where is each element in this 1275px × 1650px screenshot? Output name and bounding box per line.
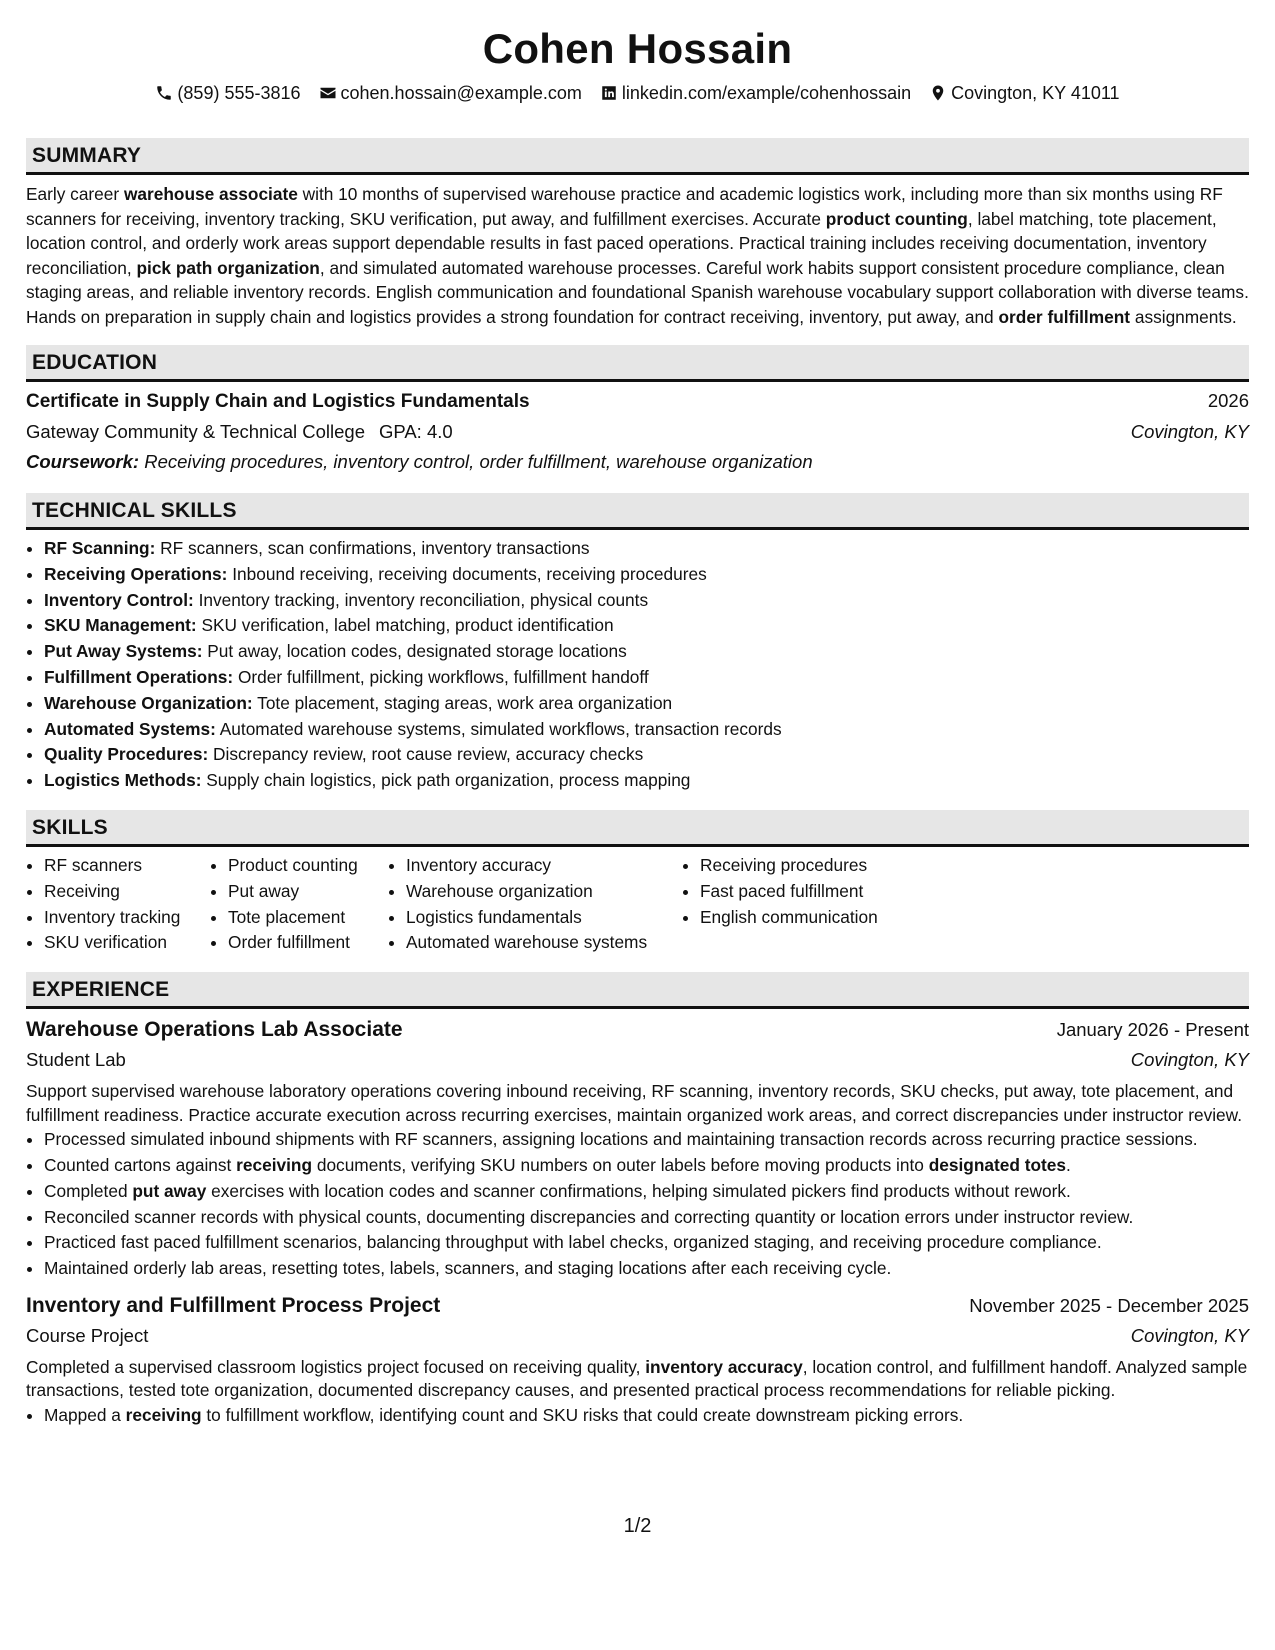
job-subheader [26, 1321, 1249, 1351]
tech-skill-label: Quality Procedures: [44, 744, 209, 765]
tech-skill-text: Inventory tracking, inventory reconciliation, physical counts [193, 589, 649, 610]
phone-icon [155, 84, 173, 102]
summary-text [26, 182, 1249, 329]
skills-column-2 [210, 853, 388, 956]
tech-skill-text: SKU verification, label matching, product identification [196, 615, 614, 636]
contact-email[interactable] [319, 80, 582, 106]
skill-item: • RF scanners [44, 853, 210, 879]
tech-skill-item [44, 639, 1249, 665]
experience-heading: EXPERIENCE [26, 972, 1249, 1009]
tech-skill-item [44, 562, 1249, 588]
education-row-2 [26, 417, 1249, 447]
emphasis-text: warehouse associate [123, 184, 298, 204]
tech-skill-label: Automated Systems: [44, 718, 216, 739]
job-entry [26, 1287, 1249, 1428]
degree-title: Certificate in Supply Chain and Logistics Fundamentals [26, 391, 530, 412]
tech-skill-text: Supply chain logistics, pick path organization, process mapping [201, 770, 691, 791]
text-segment: Counted cartons against [44, 1154, 237, 1175]
experience-section [26, 972, 1249, 1427]
contact-location [929, 80, 1119, 106]
tech-skill-label: Logistics Methods: [44, 770, 202, 791]
contact-bar [26, 80, 1249, 106]
text-segment: , location control, and fulfillment handoff. Analyzed sample transactions, tested tote organization, documented discrepancy causes, and presented practical process recommendations for reliable picking. [26, 1356, 1248, 1401]
text-segment: with 10 months of supervised warehouse practice and academic logistics work, including more than six months using RF scanners for receiving, inventory tracking, SKU verification, put away, and fulfillment exercises. Accurate [26, 184, 1223, 229]
text-segment: Early career [26, 184, 124, 204]
tech-skill-label: Fulfillment Operations: [44, 666, 234, 687]
job-bullet [44, 1179, 1249, 1204]
skill-item: • Tote placement [228, 905, 388, 931]
job-org: Course Project [26, 1324, 149, 1346]
job-bullet [44, 1403, 1249, 1428]
text-segment: , and simulated automated warehouse processes. Careful work habits support consistent procedure compliance, clean staging areas, and reliable inventory records. English communication and foundational Spanish warehouse vocabulary support collaboration with diverse teams. Hands on preparation in supply chain and logistics provides a strong foundation for contract receiving, inventory, put away, and [26, 257, 1249, 327]
tech-skill-label: Receiving Operations: [44, 563, 228, 584]
skill-item: • Put away [228, 879, 388, 905]
skill-item: • Receiving procedures [700, 853, 940, 879]
candidate-name: Cohen Hossain [482, 25, 793, 72]
skill-item: • English communication [700, 905, 940, 931]
job-title: Inventory and Fulfillment Process Project [26, 1293, 441, 1317]
skills-column-3 [388, 853, 682, 956]
tech-skill-item [44, 665, 1249, 691]
text-segment: Completed a supervised classroom logistics project focused on receiving quality, [26, 1356, 646, 1377]
graduation-year: 2026 [1207, 390, 1249, 411]
text-segment: Maintained orderly lab areas, resetting totes, labels, scanners, and staging locations after each receiving cycle. [44, 1258, 892, 1279]
tech-skill-label: RF Scanning: [44, 538, 156, 558]
text-segment: , label matching, tote placement, location control, and orderly work areas support dependable results in fast paced operations. Practical training includes receiving documentation, inventory reconciliation, [26, 208, 1217, 278]
text-segment: . [1066, 1154, 1071, 1175]
emphasis-text: order fulfillment [998, 306, 1131, 327]
tech-skill-item [44, 613, 1249, 639]
job-bullet [44, 1153, 1249, 1178]
job-bullets [26, 1403, 1249, 1428]
job-header [26, 1011, 1249, 1045]
text-segment: Support supervised warehouse laboratory operations covering inbound receiving, RF scanning, inventory records, SKU checks, put away, tote placement, and fulfillment readiness. Practice accurate execution across recurring exercises, maintain organized work areas, and correct discrepancies under instructor review. [26, 1081, 1242, 1125]
text-segment: Reconciled scanner records with physical counts, documenting discrepancies and correcting quantity or location errors under instructor review. [44, 1206, 1134, 1227]
text-segment: exercises with location codes and scanner confirmations, helping simulated pickers find products without rework. [206, 1180, 1071, 1201]
education-heading: EDUCATION [26, 345, 1249, 382]
tech-skill-item [44, 536, 1249, 562]
tech-skill-label: Put Away Systems: [44, 641, 203, 662]
envelope-icon [319, 84, 337, 102]
tech-skill-label: Inventory Control: [44, 589, 194, 610]
skill-item: • SKU verification [44, 930, 210, 956]
text-segment: to fulfillment workflow, identifying count and SKU risks that could create downstream picking errors. [201, 1404, 964, 1425]
coursework-text: Receiving procedures, inventory control, order fulfillment, warehouse organization [139, 451, 813, 472]
tech-skill-text: Put away, location codes, designated storage locations [202, 641, 627, 662]
job-title: Warehouse Operations Lab Associate [26, 1018, 403, 1042]
tech-skill-label: SKU Management: [44, 615, 197, 636]
skills-column-1 [26, 853, 210, 956]
emphasis-text: designated totes [928, 1154, 1067, 1175]
skills-section [26, 810, 1249, 956]
job-bullet [44, 1256, 1249, 1281]
email-link[interactable]: cohen.hossain@example.com [340, 83, 582, 103]
skills-heading: SKILLS [26, 810, 1249, 847]
text-segment: Mapped a [44, 1404, 126, 1425]
job-dates: November 2025 - December 2025 [969, 1294, 1249, 1316]
job-location: Covington, KY [1130, 1324, 1249, 1346]
skill-item: • Inventory tracking [44, 905, 210, 931]
skill-item: • Product counting [228, 853, 388, 879]
education-row-1 [26, 386, 1249, 417]
skills-column-4 [682, 853, 940, 956]
gpa: GPA: 4.0 [378, 421, 453, 442]
education-section [26, 345, 1249, 477]
skill-item: • Order fulfillment [228, 930, 388, 956]
job-org: Student Lab [26, 1049, 126, 1071]
emphasis-text: pick path organization [136, 257, 320, 278]
tech-skill-item [44, 691, 1249, 717]
summary-section [26, 138, 1249, 329]
emphasis-text: product counting [825, 208, 968, 229]
tech-skill-text: Discrepancy review, root cause review, accuracy checks [208, 744, 644, 765]
technical-skills-list [26, 536, 1249, 794]
tech-skill-label: Warehouse Organization: [44, 692, 253, 713]
skill-item: • Fast paced fulfillment [700, 879, 940, 905]
text-segment: Completed [44, 1180, 133, 1201]
job-description [26, 1356, 1249, 1403]
tech-skill-text: RF scanners, scan confirmations, inventory transactions [155, 538, 590, 558]
map-pin-icon [929, 84, 947, 102]
skill-item: • Logistics fundamentals [406, 905, 682, 931]
tech-skill-item [44, 768, 1249, 794]
text-segment: assignments. [1130, 306, 1237, 327]
tech-skill-text: Order fulfillment, picking workflows, fulfillment handoff [233, 666, 649, 687]
emphasis-text: receiving [236, 1154, 313, 1175]
contact-phone [155, 80, 300, 106]
skill-item: • Warehouse organization [406, 879, 682, 905]
school-line [26, 417, 453, 447]
tech-skill-text: Automated warehouse systems, simulated workflows, transaction records [215, 718, 782, 739]
text-segment: Processed simulated inbound shipments with RF scanners, assigning locations and maintaining transaction records across recurring practice sessions. [44, 1129, 1198, 1150]
job-location: Covington, KY [1130, 1049, 1249, 1071]
skill-item: • Receiving [44, 879, 210, 905]
contact-linkedin[interactable] [600, 80, 911, 106]
job-bullets [26, 1127, 1249, 1280]
emphasis-text: inventory accuracy [645, 1356, 803, 1377]
location-text: Covington, KY 41011 [951, 83, 1120, 103]
skill-item: • Automated warehouse systems [406, 930, 682, 956]
coursework-label: Coursework: [26, 451, 140, 472]
job-bullet [44, 1230, 1249, 1255]
job-subheader [26, 1045, 1249, 1075]
technical-skills-section [26, 493, 1249, 794]
job-bullet [44, 1205, 1249, 1230]
job-header [26, 1287, 1249, 1321]
school-location: Covington, KY [1130, 421, 1249, 442]
job-dates: January 2026 - Present [1056, 1019, 1249, 1041]
text-segment: Practiced fast paced fulfillment scenarios, balancing throughput with label checks, organized staging, and receiving procedure compliance. [44, 1232, 1102, 1253]
linkedin-link[interactable]: linkedin.com/example/cohenhossain [621, 83, 912, 103]
text-segment: documents, verifying SKU numbers on outer labels before moving products into [312, 1154, 929, 1175]
phone-text: (859) 555-3816 [177, 83, 301, 103]
tech-skill-item [44, 742, 1249, 768]
tech-skill-item [44, 717, 1249, 743]
job-description [26, 1080, 1249, 1127]
skill-item: • Inventory accuracy [406, 853, 682, 879]
tech-skill-item [44, 588, 1249, 614]
emphasis-text: receiving [125, 1404, 202, 1425]
technical-skills-heading: TECHNICAL SKILLS [26, 493, 1249, 530]
school-name: Gateway Community & Technical College [26, 421, 365, 442]
page-number: 1/2 [623, 1515, 652, 1537]
tech-skill-text: Inbound receiving, receiving documents, receiving procedures [227, 563, 707, 584]
coursework-line [26, 447, 1249, 477]
skills-grid [26, 853, 1249, 956]
linkedin-icon [600, 84, 618, 102]
summary-heading: SUMMARY [26, 138, 1249, 175]
job-entry [26, 1011, 1249, 1280]
emphasis-text: put away [132, 1180, 207, 1201]
job-bullet [44, 1127, 1249, 1152]
tech-skill-text: Tote placement, staging areas, work area organization [252, 692, 673, 713]
